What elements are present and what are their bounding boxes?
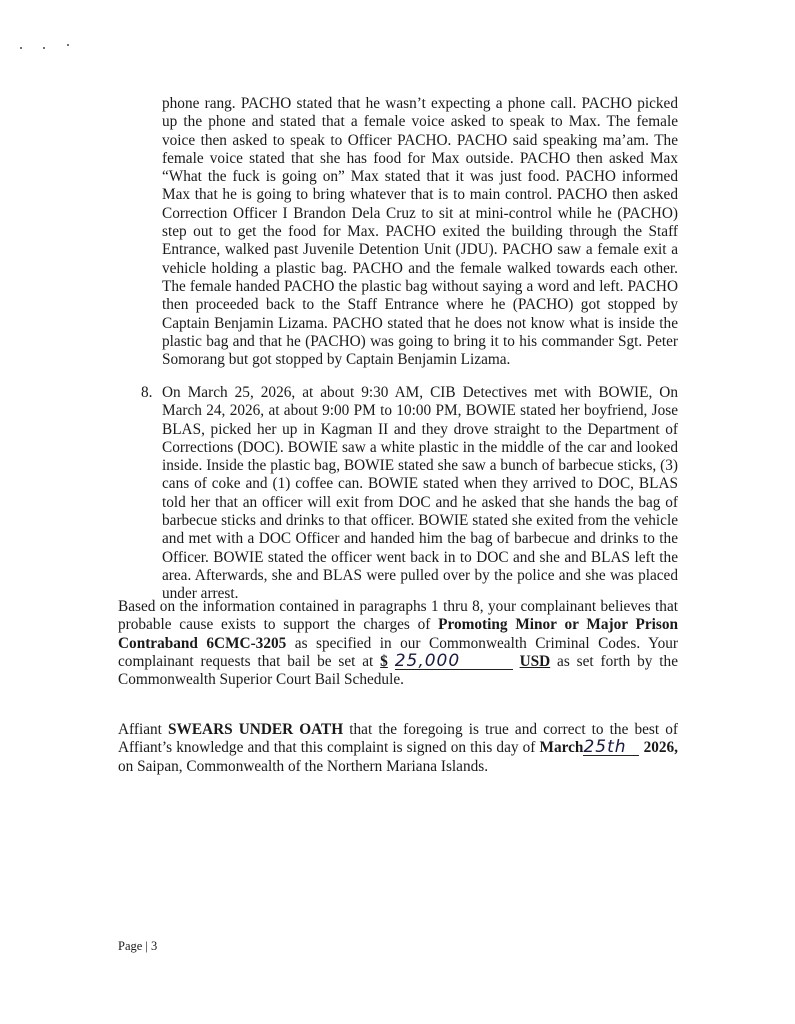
item-8-text: On March 25, 2026, at about 9:30 AM, CIB Detectives met with BOWIE, On March 24, 2026, at about 9:00 PM to 10:00 PM, BOWIE stated her boyfriend, Jose BLAS, picked her up in Kagman II and they drove straight to the Department of Corrections (DOC). BOWIE saw a white plastic in the middle of the car and looked inside. Inside the plastic bag, BOWIE stated she saw a bunch of barbecue sticks, (3) cans of coke and (1) coffee can. BOWIE stated when they arrived to DOC, BLAS told her that an officer will exit from DOC and he asked that she hands the bag of barbecue sticks and drinks to that officer. BOWIE stated she exited from the vehicle and met with a DOC Officer and handed him the bag of barbecue and drinks to the Officer. BOWIE stated the officer went back in to DOC and she and BLAS left the area. Afterwards, she and BLAS were pulled over by the police and she was placed under arrest. <box>162 384 678 603</box>
basis-text-2: as specified in our Commonwealth Criminal Codes. Your complainant requests that bail be set at <box>118 634 678 670</box>
continued-paragraph: phone rang. PACHO stated that he wasn’t expecting a phone call. PACHO picked up the phone and stated that a female voice asked to speak to Max. The female voice then asked to speak to Officer PACHO. PACHO said speaking ma’am. The female voice stated that she has food for Max outside. PACHO then asked Max “What the fuck is going on” Max stated that it was just food. PACHO informed Max that he is going to bring whatever that is to main control. PACHO then asked Correction Officer I Brandon Dela Cruz to sit at mini-control while he (PACHO) step out to get the food for Max. PACHO exited the building through the Staff Entrance, walked past Juvenile Detention Unit (JDU). PACHO saw a female exit a vehicle holding a plastic bag. PACHO and the female walked towards each other. The female handed PACHO the plastic bag without saying a word and left. PACHO then proceeded back to the Staff Entrance where he (PACHO) got stopped by Captain Benjamin Lizama. PACHO stated that he does not know what is inside the plastic bag and that he (PACHO) was going to bring it to his commander Sgt. Peter Somorang but got stopped by Captain Benjamin Lizama. <box>162 95 678 369</box>
basis-text-3: as set forth by the Commonwealth Superior Court Bail Schedule. <box>118 652 678 689</box>
affiant-paragraph <box>118 721 678 776</box>
bail-amount-field <box>394 650 513 671</box>
oath-text: SWEARS UNDER OATH <box>168 721 344 738</box>
signing-month: March <box>539 739 584 757</box>
signing-day-handwritten: 25th <box>583 737 627 758</box>
dollar-sign: $ <box>380 652 388 670</box>
affiant-text-3: on Saipan, Commonwealth of the Northern Mariana Islands. <box>118 757 489 775</box>
signing-day-field <box>583 737 639 758</box>
item-number-8: 8. <box>141 384 153 401</box>
signing-year: 2026, <box>643 739 678 757</box>
currency-label: USD <box>519 652 551 670</box>
affiant-text-1: Affiant <box>118 721 169 738</box>
probable-cause-paragraph <box>118 598 678 689</box>
page-number-footer: Page | 3 <box>118 939 158 953</box>
charge-text: Promoting Minor or Major Prison Contraband 6CMC-3205 <box>118 616 678 652</box>
bail-amount-handwritten: 25,000 <box>394 650 461 671</box>
basis-text-1: Based on the information contained in paragraphs 1 thru 8, your complainant believes that probable cause exists to support the charges of <box>118 598 678 634</box>
affiant-text-2: that the foregoing is true and correct to the best of Affiant’s knowledge and that this complaint is signed on this day of <box>118 721 678 757</box>
